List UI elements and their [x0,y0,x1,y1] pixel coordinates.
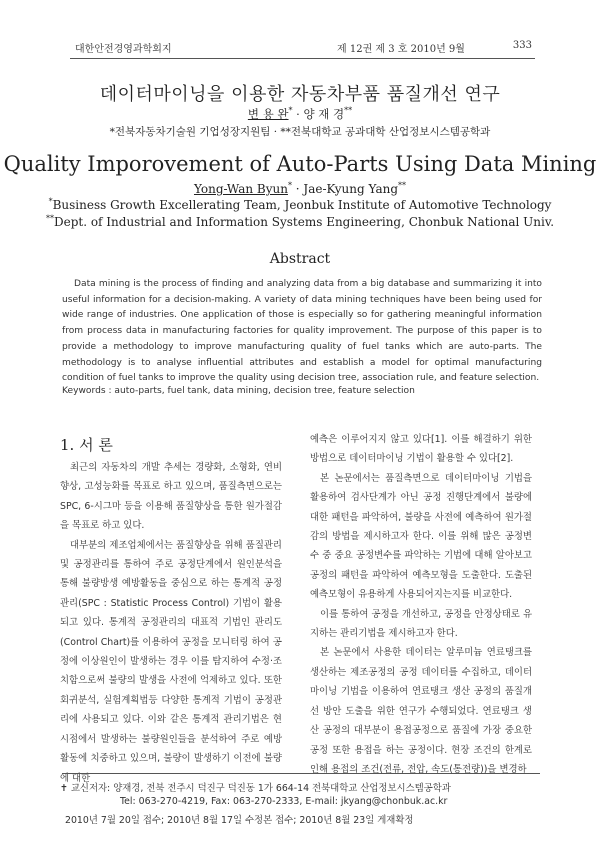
korean-author-2-mark: ** [344,106,353,116]
english-author-1: Yong-Wan Byun [193,182,288,196]
english-author-1-mark: * [287,181,292,190]
english-title: Quality Imporovement of Auto-Parts Using Data Mining [3,152,597,176]
running-header [75,40,532,54]
english-affiliation-2-mark: ** [45,214,54,223]
footnote-dates: 2010년 7월 20일 접수; 2010년 8월 17일 수정본 접수; 2010년 8월 23일 게재확정 [65,815,414,826]
right-paragraph-1: 본 논문에서는 품질측면으로 데이터마이닝 기법을 활용하여 검사단계가 아닌 공정 진행단계에서 불량에 대한 패턴을 파악하여, 불량을 사전에 예측하여 원가절감의 방법을 제시하고자 한다. 이를 위해 많은 공정변수 중 중요 공정변수를 파악하는 기법에 대해 알아보고 공정의 패턴을 파악하여 예측모형을 도출한다. 도출된 예측모형이 유용하게 사용되어지는지를 비교한다. [310,472,532,601]
korean-author-1: 변 용 완 [247,107,289,121]
section-heading-introduction: 1. 서 론 [60,436,113,454]
right-paragraph-3: 본 논문에서 사용한 데이터는 알루미늄 연료탱크를 생산하는 제조공정의 공정 데이터를 수집하고, 데이터 마이닝 기법을 이용하여 연료탱크 생산 공정의 품질개선 방안 도출을 위한 연구가 수행되었다. 연료탱크 생산 공정의 대부분이 용접공정으로 품질에 가장 중요한 공정 또한 용접을 하는 공정이다. 현장 조건의 한계로 인해 용접의 조건(전류, 전압, 속도(통전량))을 변경하 [310,647,532,775]
right-column [310,430,532,779]
left-paragraph-2: 대부분의 제조업체에서는 품질향상을 위해 품질관리 및 공정관리를 통하여 주로 공정단계에서 원인분석을 통해 불량방생 예방활동을 중심으로 하는 통계적 공정관리(SPC : Statistic Process Control) 기법이 활용되고 있다. 통계적 공정관리의 대표적 기법인 관리도(Control Chart)를 이용하여 공정을 모니터링 하여 공정에 이상원인이 발생하는 경우 이를 탐지하여 수정·조치함으로써 불량의 발생을 사전에 억제하고 있다. 또한 회귀분석, 실험계획법등 다양한 통계적 기법이 공정관리에 사용되고 있다. 이와 같은 통계적 관리기법은 현 시점에서 발생하는 불량원인들을 분석하여 주로 예방활동에 치중하고 있으며, 불량이 발생하기 이전에 불량에 대한 [60,539,282,784]
english-author-separator: · [291,182,304,196]
korean-title: 데이터마이닝을 이용한 자동차부품 품질개선 연구 [99,84,501,105]
korean-affiliation: *전북자동차기술원 기업성장지원팀 · **전북대학교 공과대학 산업정보시스템공학과 [109,126,491,138]
left-column [60,458,282,788]
right-paragraph-0: 예측은 이루어지지 않고 있다[1]. 이를 해결하기 위한 방법으로 데이터마이닝 기법이 활용할 수 있다[2]. [310,434,532,465]
footnote-contact: Tel: 063-270-4219, Fax: 063-270-2333, E-mail: jkyang@chonbuk.ac.kr [120,796,448,807]
volume-info: 제 12권 제 3 호 2010년 9월 [337,44,465,55]
korean-author-2: 양 재 경 [303,107,345,121]
abstract-heading: Abstract [269,251,331,267]
english-affiliation-1-text: Business Growth Excellerating Team, Jeonbuk Institute of Automotive Technology [52,198,552,212]
english-affiliation-1 [0,197,600,212]
english-author-2-mark: ** [398,181,407,190]
footnote-corresponding-author: ✝ 교신저자: 양재경, 전북 전주시 덕진구 덕진동 1가 664-14 전북대학교 산업정보시스템공학과 [60,783,451,794]
korean-authors [0,106,600,122]
english-affiliation-1-mark: * [48,197,53,206]
english-authors [0,181,600,196]
header-rule [70,58,535,59]
english-author-2: Jae-Kyung Yang [303,182,399,196]
korean-author-1-mark: * [288,106,293,116]
keywords: Keywords : auto-parts, fuel tank, data mining, decision tree, feature selection [62,386,415,396]
footnote-rule [62,773,540,774]
journal-name: 대한안전경영과학회지 [75,44,172,55]
english-affiliation-2-text: Dept. of Industrial and Information Systems Engineering, Chonbuk National Univ. [53,215,555,229]
left-paragraph-1: 최근의 자동차의 개발 추세는 경량화, 소형화, 연비향상, 고성능화를 목표로 하고 있으며, 품질측면으로는 SPC, 6-시그마 등을 이용해 품질향상을 통한 원가절감을 목표로 하고 있다. [60,462,282,532]
abstract-body [62,277,542,387]
english-affiliation-2 [0,214,600,229]
right-paragraph-2: 이를 통하여 공정을 개선하고, 공정을 안정상태로 유지하는 관리기법을 제시하고자 한다. [310,608,532,640]
page-number: 333 [512,40,532,51]
korean-author-separator: · [292,107,304,121]
abstract-text: Data mining is the process of finding and analyzing data from a big database and summarizing it into useful information for a decision-making. A variety of data mining techniques have been being used for wide range of industries. One application of those is especially so for gathering meaningful information from process data in manufacturing factories for quality improvement. The purpose of this paper is to provide a methodology to improve manufacturing quality of fuel tanks which are auto-parts. The methodology is to analyse influential attributes and establish a model for optimal manufacturing condition of fuel tanks to improve the quality using decision tree, association rule, and feature selection. [62,279,542,384]
